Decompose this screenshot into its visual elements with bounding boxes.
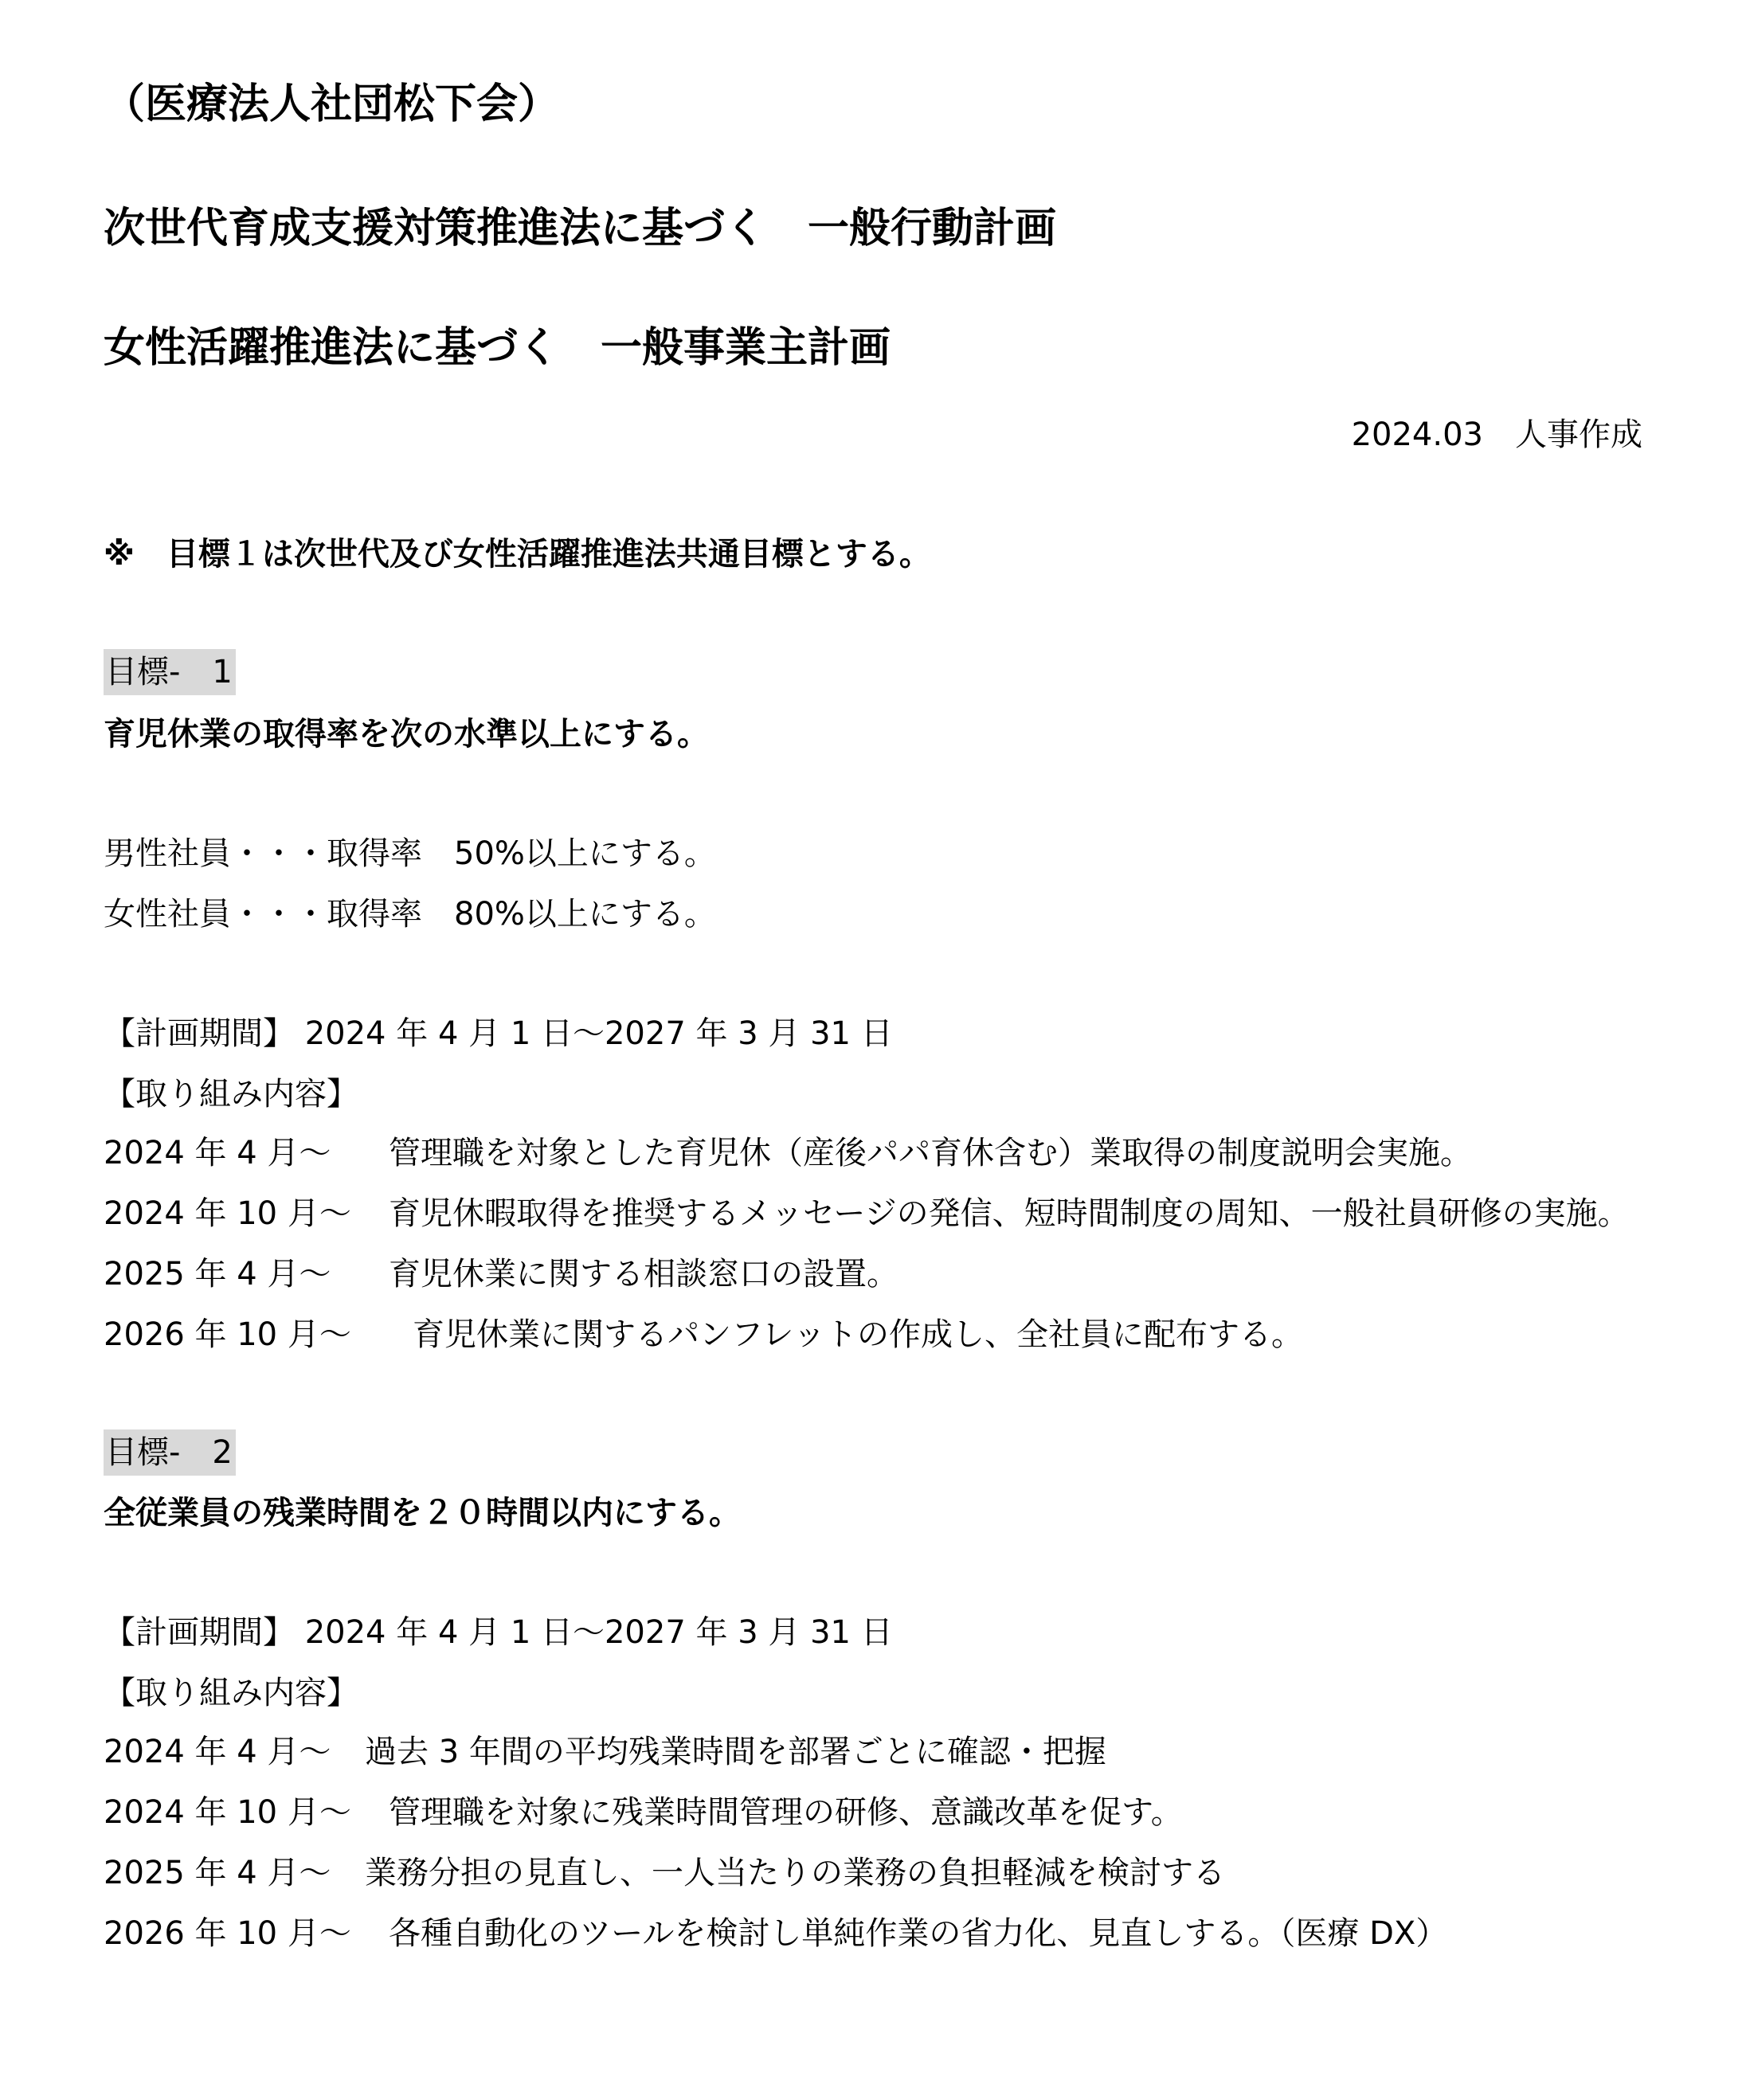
goal-1-actions-label: 【取り組み内容】 bbox=[104, 1076, 358, 1113]
goal-1-action-2 bbox=[104, 1195, 1630, 1233]
action-date: 2024 年 10 月～ bbox=[104, 1195, 351, 1232]
action-date: 2024 年 4 月～ bbox=[104, 1135, 331, 1171]
action-text: 管理職を対象に残業時間管理の研修、意識改革を促す。 bbox=[389, 1794, 1183, 1831]
goal-2-label bbox=[104, 1433, 236, 1472]
goal-2-action-1 bbox=[104, 1733, 1106, 1771]
action-date: 2026 年 10 月～ bbox=[104, 1915, 351, 1952]
action-date: 2025 年 4 月～ bbox=[104, 1855, 331, 1891]
organization-name: （医療法人社団松下会） bbox=[104, 80, 560, 128]
document-title-2: 女性活躍推進法に基づく 一般事業主計画 bbox=[104, 324, 891, 372]
goal-1-label-text: 目標- 1 bbox=[104, 649, 236, 695]
action-text: 業務分担の見直し、一人当たりの業務の負担軽減を検討する bbox=[365, 1855, 1225, 1891]
goal-1-target-female: 女性社員・・・取得率 80%以上にする。 bbox=[104, 896, 716, 933]
goal-2-action-2 bbox=[104, 1793, 1183, 1832]
goal-2-label-text: 目標- 2 bbox=[104, 1429, 236, 1476]
common-goal-note: ※ 目標１は次世代及び女性活躍推進法共通目標とする。 bbox=[104, 536, 931, 573]
action-text: 各種自動化のツールを検討し単純作業の省力化、見直しする。（医療 DX） bbox=[389, 1915, 1448, 1952]
action-date: 2024 年 10 月～ bbox=[104, 1794, 351, 1831]
action-date: 2025 年 4 月～ bbox=[104, 1256, 331, 1292]
goal-2-actions-label: 【取り組み内容】 bbox=[104, 1675, 358, 1711]
action-text: 過去 3 年間の平均残業時間を部署ごとに確認・把握 bbox=[365, 1734, 1106, 1770]
goal-2-heading: 全従業員の残業時間を２０時間以内にする。 bbox=[104, 1495, 741, 1531]
date-author: 2024.03 人事作成 bbox=[1351, 416, 1642, 453]
action-text: 育児休暇取得を推奨するメッセージの発信、短時間制度の周知、一般社員研修の実施。 bbox=[389, 1195, 1630, 1232]
action-text: 育児休業に関するパンフレットの作成し、全社員に配布する。 bbox=[413, 1316, 1303, 1353]
goal-2-action-4 bbox=[104, 1914, 1447, 1953]
goal-1-period: 【計画期間】 2024 年 4 月 1 日～2027 年 3 月 31 日 bbox=[104, 1015, 893, 1052]
goal-1-action-3 bbox=[104, 1255, 898, 1293]
goal-1-target-male: 男性社員・・・取得率 50%以上にする。 bbox=[104, 835, 716, 872]
goal-1-action-1 bbox=[104, 1134, 1472, 1172]
goal-1-heading: 育児休業の取得率を次の水準以上にする。 bbox=[104, 716, 709, 753]
goal-1-action-4 bbox=[104, 1316, 1303, 1354]
goal-2-action-3 bbox=[104, 1854, 1225, 1892]
goal-2-period: 【計画期間】 2024 年 4 月 1 日～2027 年 3 月 31 日 bbox=[104, 1614, 893, 1651]
document-title-1: 次世代育成支援対策推進法に基づく 一般行動計画 bbox=[104, 205, 1057, 252]
action-text: 育児休業に関する相談窓口の設置。 bbox=[389, 1256, 898, 1292]
goal-1-label bbox=[104, 653, 236, 691]
action-date: 2024 年 4 月～ bbox=[104, 1734, 331, 1770]
action-text: 管理職を対象とした育児休（産後パパ育休含む）業取得の制度説明会実施。 bbox=[389, 1135, 1472, 1171]
action-date: 2026 年 10 月～ bbox=[104, 1316, 351, 1353]
